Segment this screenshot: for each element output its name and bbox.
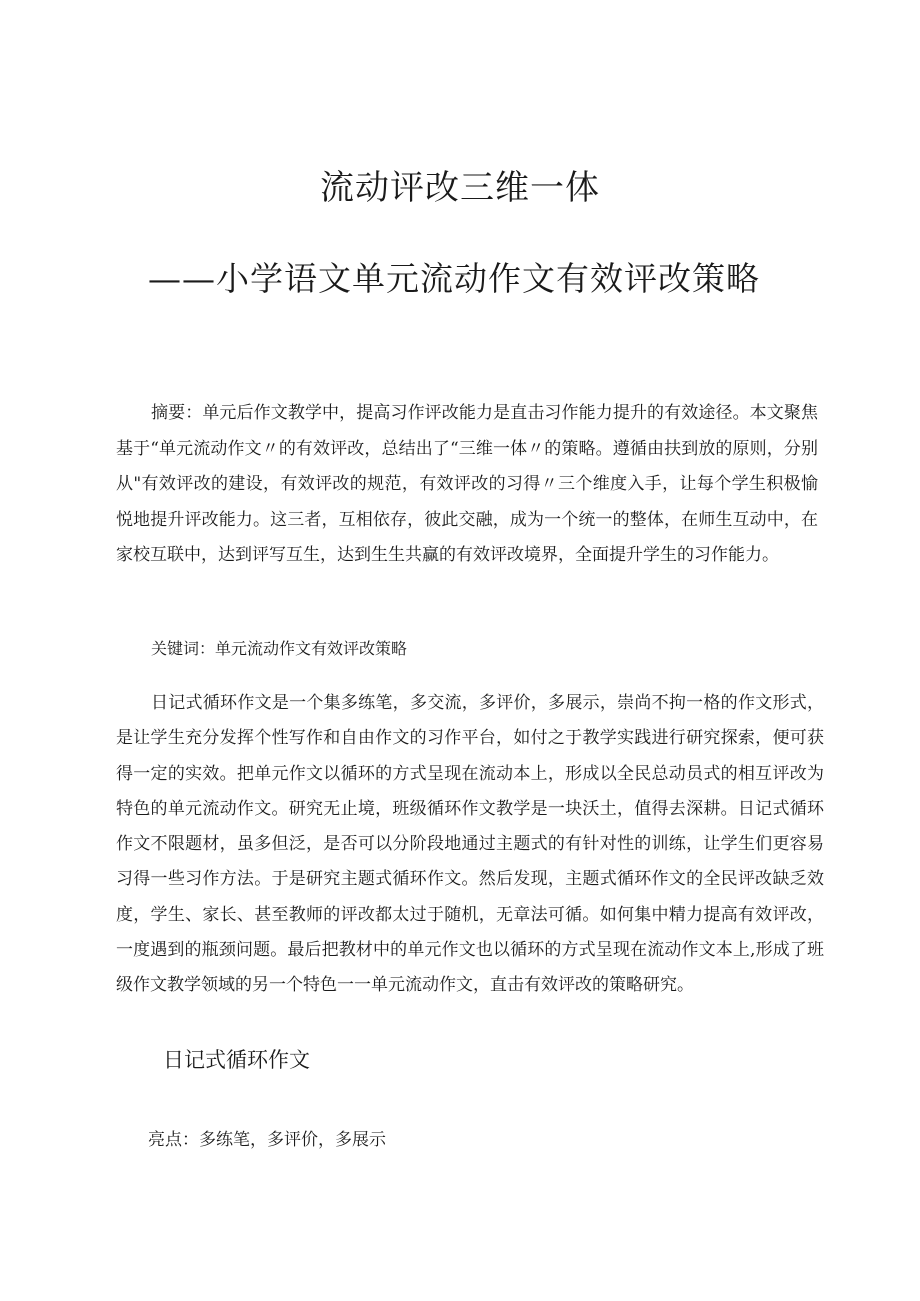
keywords-text: 单元流动作文有效评改策略	[215, 639, 408, 658]
body-paragraph: 日记式循环作文是一个集多练笔，多交流，多评价，多展示，崇尚不拘一格的作文形式，是让学生充分发挥个性写作和自由作文的习作平台，如付之于教学实践进行研究探索，便可获得一定的实效。把单元作文以循环的方式呈现在流动本上，形成以全民总动员式的相互评改为特色的单元流动作文。研究无止境，班级循环作文教学是一块沃土，值得去深耕。日记式循环作文不限题材，虽多但泛，是否可以分阶段地通过主题式的有针对性的训练，让学生们更容易习得一些习作方法。于是研究主题式循环作文。然后发现，主题式循环作文的全民评改缺乏效度，学生、家长、甚至教师的评改都太过于随机，无章法可循。如何集中精力提高有效评改，一度遇到的瓶颈问题。最后把教材中的单元作文也以循环的方式呈现在流动作文本上,形成了班级作文教学领域的另一个特色一一单元流动作文，直击有效评改的策略研究。	[116, 693, 824, 996]
abstract-paragraph: 摘要：单元后作文教学中，提高习作评改能力是直击习作能力提升的有效途径。本文聚焦基于“单元流动作文〃的有效评改，总结出了“三维一体〃的策略。遵循由扶到放的原则，分别从"有效评改的建设，有效评改的规范，有效评改的习得〃三个维度入手，让每个学生积极愉悦地提升评改能力。这三者，互相依存，彼此交融，成为一个统一的整体，在师生互动中，在家校互联中，达到评写互生，达到生生共赢的有效评改境界，全面提升学生的习作能力。	[116, 403, 818, 565]
document-title: 流动评改三维一体	[320, 168, 600, 208]
keywords-label: 关键词：	[151, 639, 216, 658]
highlight-line: 亮点：多练笔，多评价，多展示	[148, 1130, 386, 1150]
keywords-line	[151, 634, 407, 664]
section-heading: 日记式循环作文	[163, 1048, 310, 1072]
document-subtitle: ——小学语文单元流动作文有效评改策略	[148, 259, 760, 298]
